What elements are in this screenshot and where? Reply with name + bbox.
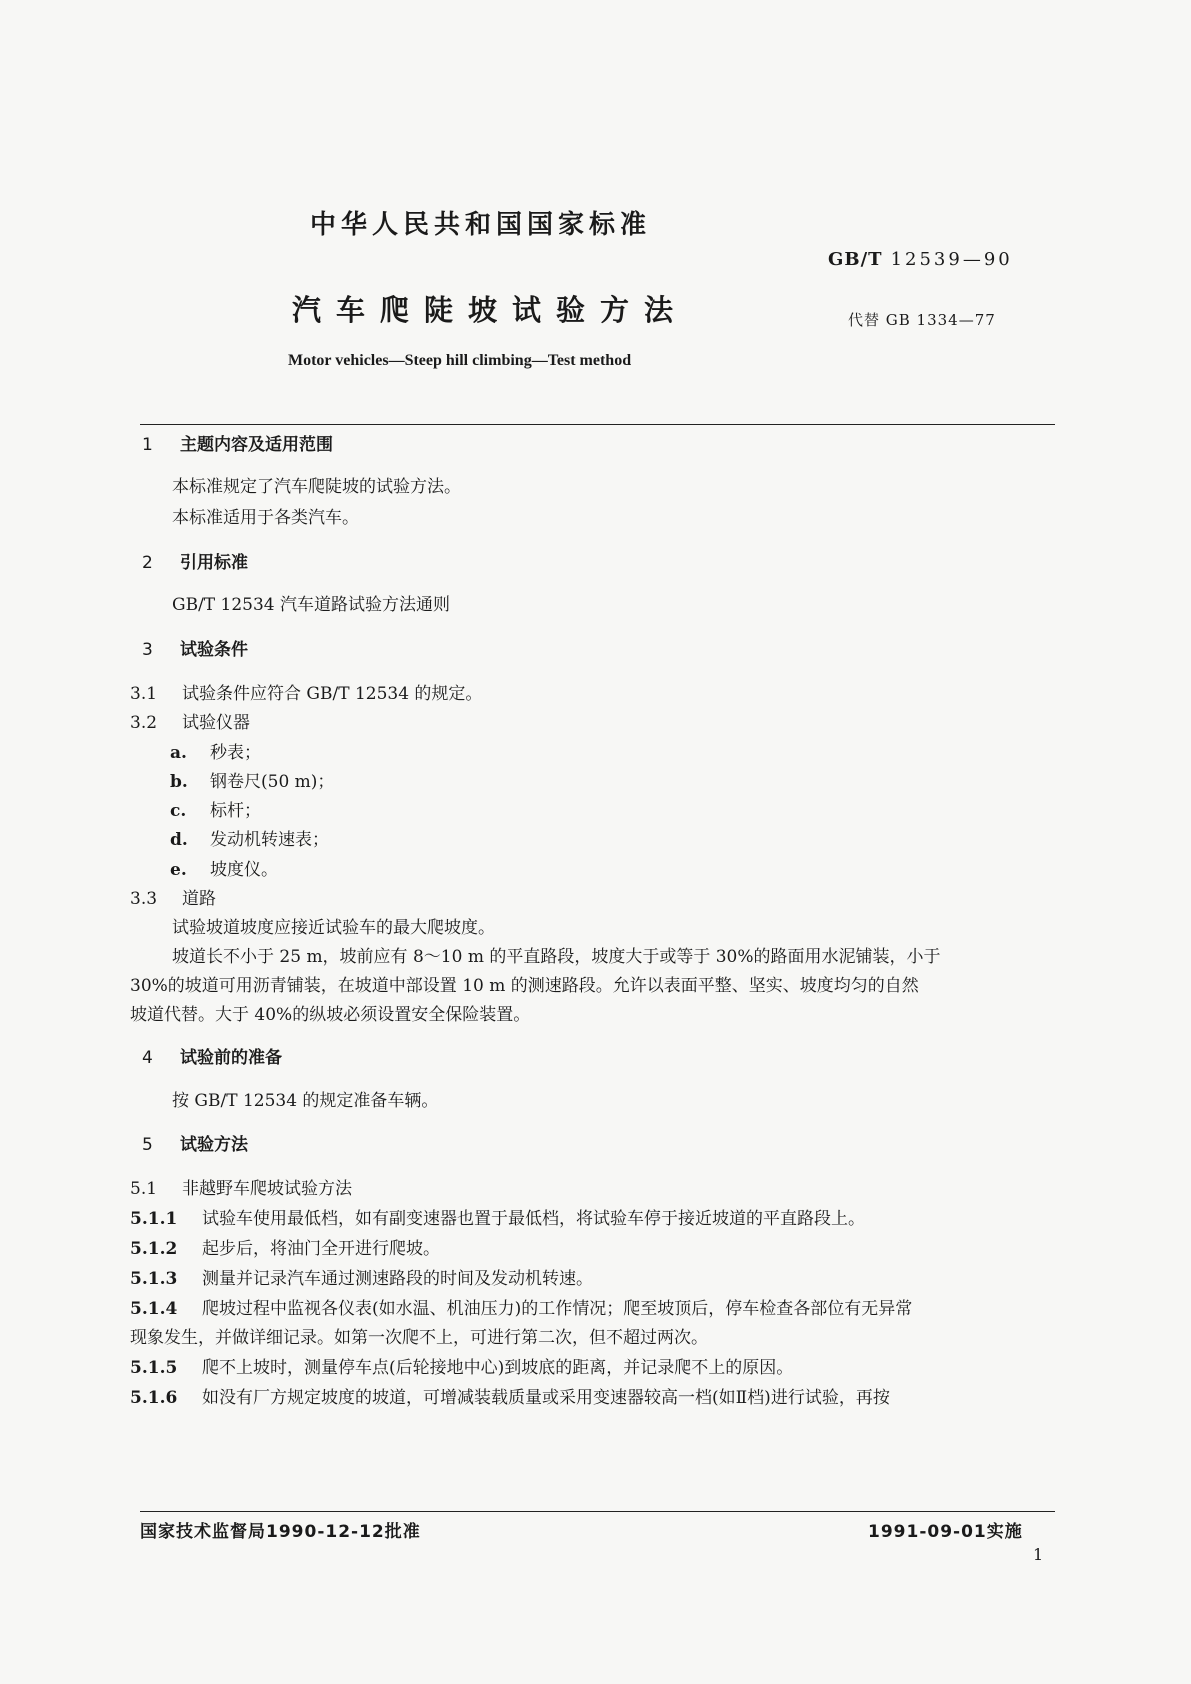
instrument-item: a. 秒表； xyxy=(170,743,261,763)
effective-date: 1991-09-01实施 xyxy=(868,1522,1023,1542)
clause-5-1-3: 5.1.3 测量并记录汽车通过测速路段的时间及发动机转速。 xyxy=(130,1269,593,1289)
standard-number xyxy=(828,249,1013,270)
document-title-en: Motor vehicles—Steep hill climbing—Test method xyxy=(288,352,632,369)
section-5-heading: 5 试验方法 xyxy=(142,1135,248,1155)
clause-5-1: 5.1 非越野车爬坡试验方法 xyxy=(130,1179,352,1199)
clause-5-1-5: 5.1.5 爬不上坡时，测量停车点(后轮接地中心)到坡底的距离，并记录爬不上的原因。 xyxy=(130,1358,794,1378)
standard-prefix: GB/T xyxy=(828,249,883,270)
section-1-paragraph-2: 本标准适用于各类汽车。 xyxy=(172,508,359,528)
road-paragraph-1: 试验坡道坡度应接近试验车的最大爬坡度。 xyxy=(172,918,495,938)
header-rule xyxy=(140,424,1055,425)
clause-3-3: 3.3 道路 xyxy=(130,889,216,909)
national-standard-heading: 中华人民共和国国家标准 xyxy=(310,210,652,240)
instrument-item: d. 发动机转速表； xyxy=(170,830,329,850)
footer-rule xyxy=(140,1511,1055,1512)
clause-5-1-2: 5.1.2 起步后，将油门全开进行爬坡。 xyxy=(130,1239,440,1259)
standard-code: 12539—90 xyxy=(890,249,1013,270)
section-1-paragraph-1: 本标准规定了汽车爬陡坡的试验方法。 xyxy=(172,477,461,497)
instrument-item: c. 标杆； xyxy=(170,801,261,821)
document-title-cn: 汽车爬陡坡试验方法 xyxy=(292,293,689,327)
page-number: 1 xyxy=(1033,1545,1044,1564)
clause-3-2: 3.2 试验仪器 xyxy=(130,713,250,733)
clause-5-1-4: 5.1.4 爬坡过程中监视各仪表(如水温、机油压力)的工作情况；爬至坡顶后，停车检查各部位有无异常 xyxy=(130,1299,913,1319)
road-paragraph-2-line-3: 坡道代替。大于 40%的纵坡必须设置安全保险装置。 xyxy=(130,1005,531,1025)
section-4-heading: 4 试验前的准备 xyxy=(142,1048,282,1068)
approval-date: 国家技术监督局1990-12-12批准 xyxy=(140,1522,421,1542)
section-1-heading: 1 主题内容及适用范围 xyxy=(142,435,333,455)
clause-5-1-4-continued: 现象发生，并做详细记录。如第一次爬不上，可进行第二次，但不超过两次。 xyxy=(130,1328,708,1348)
section-3-heading: 3 试验条件 xyxy=(142,640,248,660)
replaces-standard: 代替 GB 1334—77 xyxy=(848,311,996,329)
road-paragraph-2-line-2: 30%的坡道可用沥青铺装，在坡道中部设置 10 m 的测速路段。允许以表面平整、坚实、坡度均匀的自然 xyxy=(130,976,919,996)
section-2-reference: GB/T 12534 汽车道路试验方法通则 xyxy=(172,595,451,615)
instrument-item: b. 钢卷尺(50 m)； xyxy=(170,772,335,792)
clause-3-1: 3.1 试验条件应符合 GB/T 12534 的规定。 xyxy=(130,684,483,704)
section-2-heading: 2 引用标准 xyxy=(142,553,248,573)
clause-5-1-6: 5.1.6 如没有厂方规定坡度的坡道，可增减装载质量或采用变速器较高一档(如Ⅱ档)进行试验，再按 xyxy=(130,1388,890,1408)
road-paragraph-2-line-1: 坡道长不小于 25 m，坡前应有 8～10 m 的平直路段，坡度大于或等于 30%的路面用水泥铺装，小于 xyxy=(172,947,941,967)
section-4-paragraph: 按 GB/T 12534 的规定准备车辆。 xyxy=(172,1091,439,1111)
instrument-item: e. 坡度仪。 xyxy=(170,860,278,880)
clause-5-1-1: 5.1.1 试验车使用最低档，如有副变速器也置于最低档，将试验车停于接近坡道的平直路段上。 xyxy=(130,1209,865,1229)
